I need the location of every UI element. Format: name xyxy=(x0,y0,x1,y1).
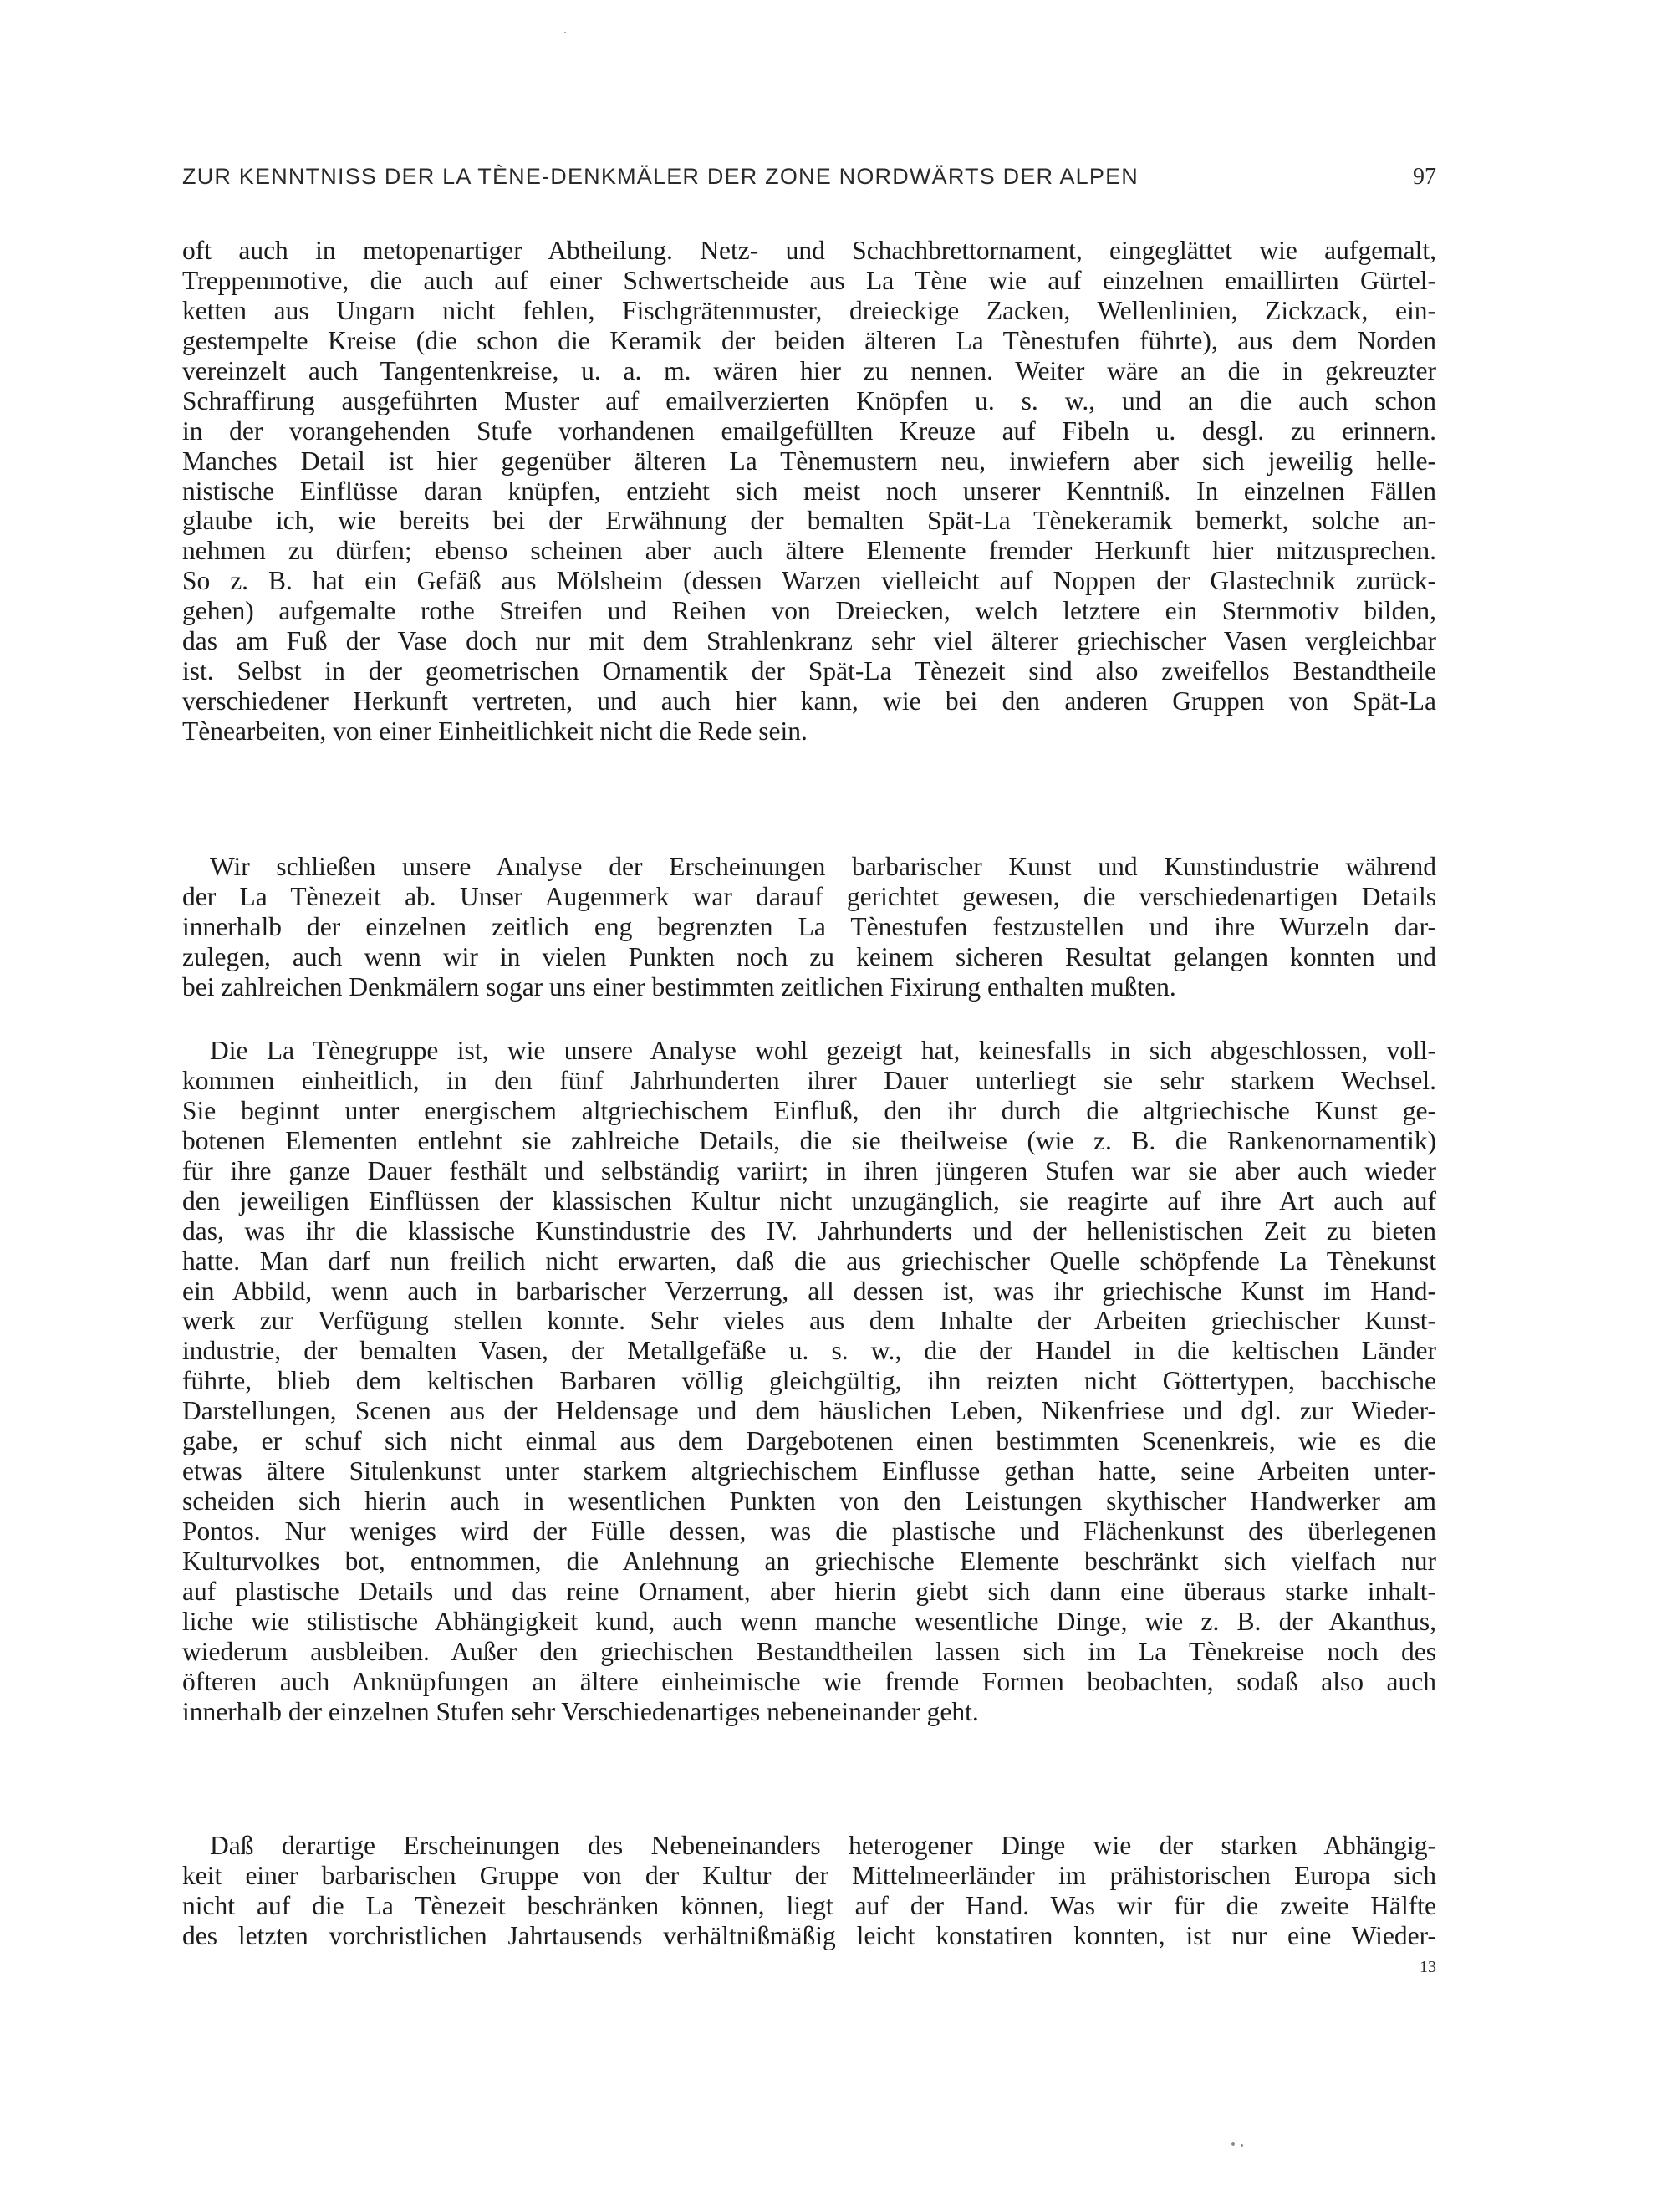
text-line: ketten aus Ungarn nicht fehlen, Fischgrätenmuster, dreieckige Zacken, Wellenlinien, Zickzack, ein- xyxy=(182,295,1436,325)
paragraph-3 xyxy=(182,1036,1436,1727)
text-line: für ihre ganze Dauer festhält und selbständig variirt; in ihren jüngeren Stufen war sie aber auch wieder xyxy=(182,1155,1436,1185)
text-line: gehen) aufgemalte rothe Streifen und Reihen von Dreiecken, welch letztere ein Sternmotiv bilden, xyxy=(182,596,1436,626)
text-line: Schraffirung ausgeführten Muster auf emailverzierten Knöpfen u. s. w., und an die auch schon xyxy=(182,385,1436,415)
text-line: hatte. Man darf nun freilich nicht erwarten, daß die aus griechischer Quelle schöpfende La Tènekunst xyxy=(182,1246,1436,1276)
text-line: das am Fuß der Vase doch nur mit dem Strahlenkranz sehr viel älterer griechischer Vasen vergleichbar xyxy=(182,626,1436,656)
text-line: innerhalb der einzelnen Stufen sehr Verschiedenartiges nebeneinander geht. xyxy=(182,1696,979,1726)
text-line: nehmen zu dürfen; ebenso scheinen aber auch ältere Elemente fremder Herkunft hier mitzusprechen. xyxy=(182,536,1436,566)
text-line: in der vorangehenden Stufe vorhandenen emailgefüllten Kreuze auf Fibeln u. desgl. zu erinnern. xyxy=(182,415,1436,446)
text-line: bei zahlreichen Denkmälern sogar uns einer bestimmten zeitlichen Fixirung enthalten mußten. xyxy=(182,971,1176,1002)
text-line: Darstellungen, Scenen aus der Heldensage und dem häuslichen Leben, Nikenfriese und dgl. zur Wieder- xyxy=(182,1396,1436,1426)
text-line: oft auch in metopenartiger Abtheilung. Netz- und Schachbrettornament, eingeglättet wie aufgemalt, xyxy=(182,236,1436,265)
text-line: verschiedener Herkunft vertreten, und auch hier kann, wie bei den anderen Gruppen von Spät-La xyxy=(182,686,1436,716)
running-head: ZUR KENNTNISS DER LA TÈNE-DENKMÄLER DER ZONE NORDWÄRTS DER ALPEN xyxy=(182,164,1139,189)
text-line: zulegen, auch wenn wir in vielen Punkten noch zu keinem sicheren Resultat gelangen konnten und xyxy=(182,941,1436,971)
text-line: nicht auf die La Tènezeit beschränken können, liegt auf der Hand. Was wir für die zweite Hälfte xyxy=(182,1890,1436,1920)
text-line: werk zur Verfügung stellen konnte. Sehr vieles aus dem Inhalte der Arbeiten griechischer Kunst- xyxy=(182,1306,1436,1336)
text-line: ein Abbild, wenn auch in barbarischer Verzerrung, all dessen ist, was ihr griechische Kunst im Hand- xyxy=(182,1276,1436,1306)
text-line: Daß derartige Erscheinungen des Nebeneinanders heterogener Dinge wie der starken Abhängig- xyxy=(210,1831,1436,1860)
text-line: keit einer barbarischen Gruppe von der Kultur der Mittelmeerländer im prähistorischen Europa sich xyxy=(182,1860,1436,1890)
text-line: etwas ältere Situlenkunst unter starkem altgriechischem Einflusse gethan hatte, seine Arbeiten unter- xyxy=(182,1456,1436,1486)
scan-speck xyxy=(1241,2144,1243,2147)
page-number: 97 xyxy=(1413,164,1436,190)
text-line: gabe, er schuf sich nicht einmal aus dem Dargebotenen einen bestimmten Scenenkreis, wie es die xyxy=(182,1426,1436,1456)
text-line: der La Tènezeit ab. Unser Augenmerk war darauf gerichtet gewesen, die verschiedenartigen Details xyxy=(182,881,1436,911)
text-line: glaube ich, wie bereits bei der Erwähnung der bemalten Spät-La Tènekeramik bemerkt, solche an- xyxy=(182,506,1436,536)
text-line: das, was ihr die klassische Kunstindustrie des IV. Jahrhunderts und der hellenistischen Zeit zu bieten xyxy=(182,1216,1436,1246)
text-line: So z. B. hat ein Gefäß aus Mölsheim (dessen Warzen vielleicht auf Noppen der Glastechnik zurück- xyxy=(182,566,1436,596)
text-line: Die La Tènegruppe ist, wie unsere Analyse wohl gezeigt hat, keinesfalls in sich abgeschlossen, voll- xyxy=(210,1036,1436,1065)
signature-mark: 13 xyxy=(1420,1958,1436,1976)
text-line: Wir schließen unsere Analyse der Erscheinungen barbarischer Kunst und Kunstindustrie während xyxy=(210,852,1436,881)
text-line: öfteren auch Anknüpfungen an ältere einheimische wie fremde Formen beobachten, sodaß also auch xyxy=(182,1666,1436,1696)
text-line: industrie, der bemalten Vasen, der Metallgefäße u. s. w., die der Handel in die keltischen Länder xyxy=(182,1336,1436,1366)
scan-speck xyxy=(1231,2142,1235,2146)
text-line: führte, blieb dem keltischen Barbaren völlig gleichgültig, ihn reizten nicht Göttertypen, bacchische xyxy=(182,1366,1436,1396)
text-line: wiederum ausbleiben. Außer den griechischen Bestandtheilen lassen sich im La Tènekreise noch des xyxy=(182,1636,1436,1666)
text-line: kommen einheitlich, in den fünf Jahrhunderten ihrer Dauer unterliegt sie sehr starkem Wechsel. xyxy=(182,1065,1436,1095)
text-line: Kulturvolkes bot, entnommen, die Anlehnung an griechische Elemente beschränkt sich vielfach nur xyxy=(182,1546,1436,1576)
text-line: Tènearbeiten, von einer Einheitlichkeit nicht die Rede sein. xyxy=(182,716,808,746)
text-line: gestempelte Kreise (die schon die Keramik der beiden älteren La Tènestufen führte), aus dem Norden xyxy=(182,325,1436,355)
paragraph-2 xyxy=(182,852,1436,1002)
text-line: innerhalb der einzelnen zeitlich eng begrenzten La Tènestufen festzustellen und ihre Wurzeln dar- xyxy=(182,911,1436,941)
text-line: Pontos. Nur weniges wird der Fülle dessen, was die plastische und Flächenkunst des überlegenen xyxy=(182,1516,1436,1546)
text-line: liche wie stilistische Abhängigkeit kund, auch wenn manche wesentliche Dinge, wie z. B. der Akanthus, xyxy=(182,1606,1436,1636)
text-line: auf plastische Details und das reine Ornament, aber hierin giebt sich dann eine überaus starke inhalt- xyxy=(182,1576,1436,1606)
paragraph-1 xyxy=(182,236,1436,747)
text-line: scheiden sich hierin auch in wesentlichen Punkten von den Leistungen skythischer Handwerker am xyxy=(182,1486,1436,1516)
text-line: vereinzelt auch Tangentenkreise, u. a. m. wären hier zu nennen. Weiter wäre an die in gekreuzter xyxy=(182,355,1436,385)
text-line: den jeweiligen Einflüssen der klassischen Kultur nicht unzugänglich, sie reagirte auf ihre Art auch auf xyxy=(182,1185,1436,1216)
text-line: des letzten vorchristlichen Jahrtausends verhältnißmäßig leicht konstatiren konnten, ist nur eine Wieder- xyxy=(182,1920,1436,1950)
text-line: Sie beginnt unter energischem altgriechischem Einfluß, den ihr durch die altgriechische Kunst ge- xyxy=(182,1095,1436,1125)
scan-speck xyxy=(564,32,566,33)
paragraph-4 xyxy=(182,1831,1436,1951)
text-line: nistische Einflüsse daran knüpfen, entzieht sich meist noch unserer Kenntniß. In einzelnen Fällen xyxy=(182,476,1436,506)
text-line: Manches Detail ist hier gegenüber älteren La Tènemustern neu, inwiefern aber sich jeweilig helle- xyxy=(182,446,1436,476)
text-line: botenen Elementen entlehnt sie zahlreiche Details, die sie theilweise (wie z. B. die Rankenornamentik) xyxy=(182,1125,1436,1155)
text-line: Treppenmotive, die auch auf einer Schwertscheide aus La Tène wie auf einzelnen emaillirten Gürtel- xyxy=(182,265,1436,295)
text-line: ist. Selbst in der geometrischen Ornamentik der Spät-La Tènezeit sind also zweifellos Bestandtheile xyxy=(182,656,1436,686)
